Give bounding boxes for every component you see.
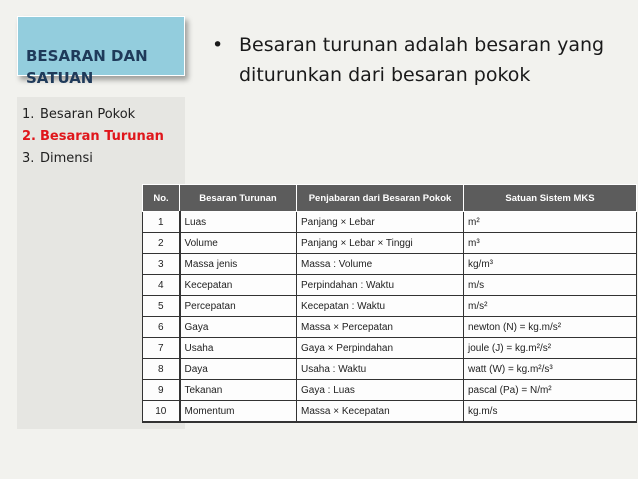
cell-satuan: m/s² — [464, 296, 637, 317]
cell-besaran-turunan: Momentum — [180, 401, 297, 423]
derived-quantities-table — [142, 184, 637, 423]
cell-penjabaran: Perpindahan : Waktu — [297, 275, 464, 296]
topic-label: Besaran Turunan — [40, 129, 164, 144]
topic-number: 2. — [22, 129, 36, 144]
table-header-row — [143, 185, 637, 212]
cell-satuan: kg.m/s — [464, 401, 637, 423]
derived-quantities-table-container — [142, 184, 636, 423]
topic-label: Besaran Pokok — [40, 107, 136, 122]
cell-satuan: watt (W) = kg.m²/s³ — [464, 359, 637, 380]
cell-no: 9 — [143, 380, 180, 401]
header-satuan-mks: Satuan Sistem MKS — [464, 185, 637, 212]
cell-satuan: m² — [464, 212, 637, 233]
table-row — [143, 275, 637, 296]
topic-item-besaran-turunan[interactable] — [22, 126, 185, 148]
table-row — [143, 401, 637, 423]
cell-no: 5 — [143, 296, 180, 317]
cell-penjabaran: Massa × Percepatan — [297, 317, 464, 338]
table-row — [143, 359, 637, 380]
cell-besaran-turunan: Daya — [180, 359, 297, 380]
table-row — [143, 296, 637, 317]
table-row — [143, 254, 637, 275]
cell-satuan: joule (J) = kg.m²/s² — [464, 338, 637, 359]
cell-satuan: m³ — [464, 233, 637, 254]
table-row — [143, 212, 637, 233]
cell-no: 4 — [143, 275, 180, 296]
cell-besaran-turunan: Kecepatan — [180, 275, 297, 296]
topic-label: Dimensi — [40, 151, 93, 166]
cell-besaran-turunan: Luas — [180, 212, 297, 233]
cell-no: 2 — [143, 233, 180, 254]
cell-no: 8 — [143, 359, 180, 380]
table-row — [143, 317, 637, 338]
table-row — [143, 380, 637, 401]
header-besaran-turunan: Besaran Turunan — [180, 185, 297, 212]
header-no: No. — [143, 185, 180, 212]
cell-no: 6 — [143, 317, 180, 338]
cell-penjabaran: Gaya × Perpindahan — [297, 338, 464, 359]
cell-besaran-turunan: Gaya — [180, 317, 297, 338]
topic-list — [17, 97, 185, 170]
topic-item-besaran-pokok[interactable] — [22, 104, 185, 126]
cell-satuan: pascal (Pa) = N/m² — [464, 380, 637, 401]
cell-satuan: m/s — [464, 275, 637, 296]
cell-no: 10 — [143, 401, 180, 423]
cell-penjabaran: Kecepatan : Waktu — [297, 296, 464, 317]
topic-item-dimensi[interactable] — [22, 148, 185, 170]
topic-number: 1. — [22, 107, 35, 122]
cell-besaran-turunan: Tekanan — [180, 380, 297, 401]
cell-penjabaran: Usaha : Waktu — [297, 359, 464, 380]
cell-penjabaran: Massa : Volume — [297, 254, 464, 275]
topic-number: 3. — [22, 151, 35, 166]
table-body — [143, 212, 637, 423]
cell-besaran-turunan: Percepatan — [180, 296, 297, 317]
slide-title: BESARAN DAN SATUAN — [26, 47, 148, 87]
bullet-icon: • — [212, 34, 224, 56]
cell-besaran-turunan: Volume — [180, 233, 297, 254]
cell-no: 3 — [143, 254, 180, 275]
cell-penjabaran: Gaya : Luas — [297, 380, 464, 401]
slide-title-box — [17, 16, 185, 87]
table-row — [143, 233, 637, 254]
cell-penjabaran: Panjang × Lebar — [297, 212, 464, 233]
definition-text: Besaran turunan adalah besaran yang diturunkan dari besaran pokok — [239, 34, 605, 86]
cell-no: 7 — [143, 338, 180, 359]
cell-penjabaran: Panjang × Lebar × Tinggi — [297, 233, 464, 254]
cell-besaran-turunan: Usaha — [180, 338, 297, 359]
cell-satuan: kg/m³ — [464, 254, 637, 275]
cell-no: 1 — [143, 212, 180, 233]
definition-bullet — [212, 30, 627, 90]
cell-penjabaran: Massa × Kecepatan — [297, 401, 464, 423]
cell-besaran-turunan: Massa jenis — [180, 254, 297, 275]
table-row — [143, 338, 637, 359]
header-penjabaran: Penjabaran dari Besaran Pokok — [297, 185, 464, 212]
cell-satuan: newton (N) = kg.m/s² — [464, 317, 637, 338]
